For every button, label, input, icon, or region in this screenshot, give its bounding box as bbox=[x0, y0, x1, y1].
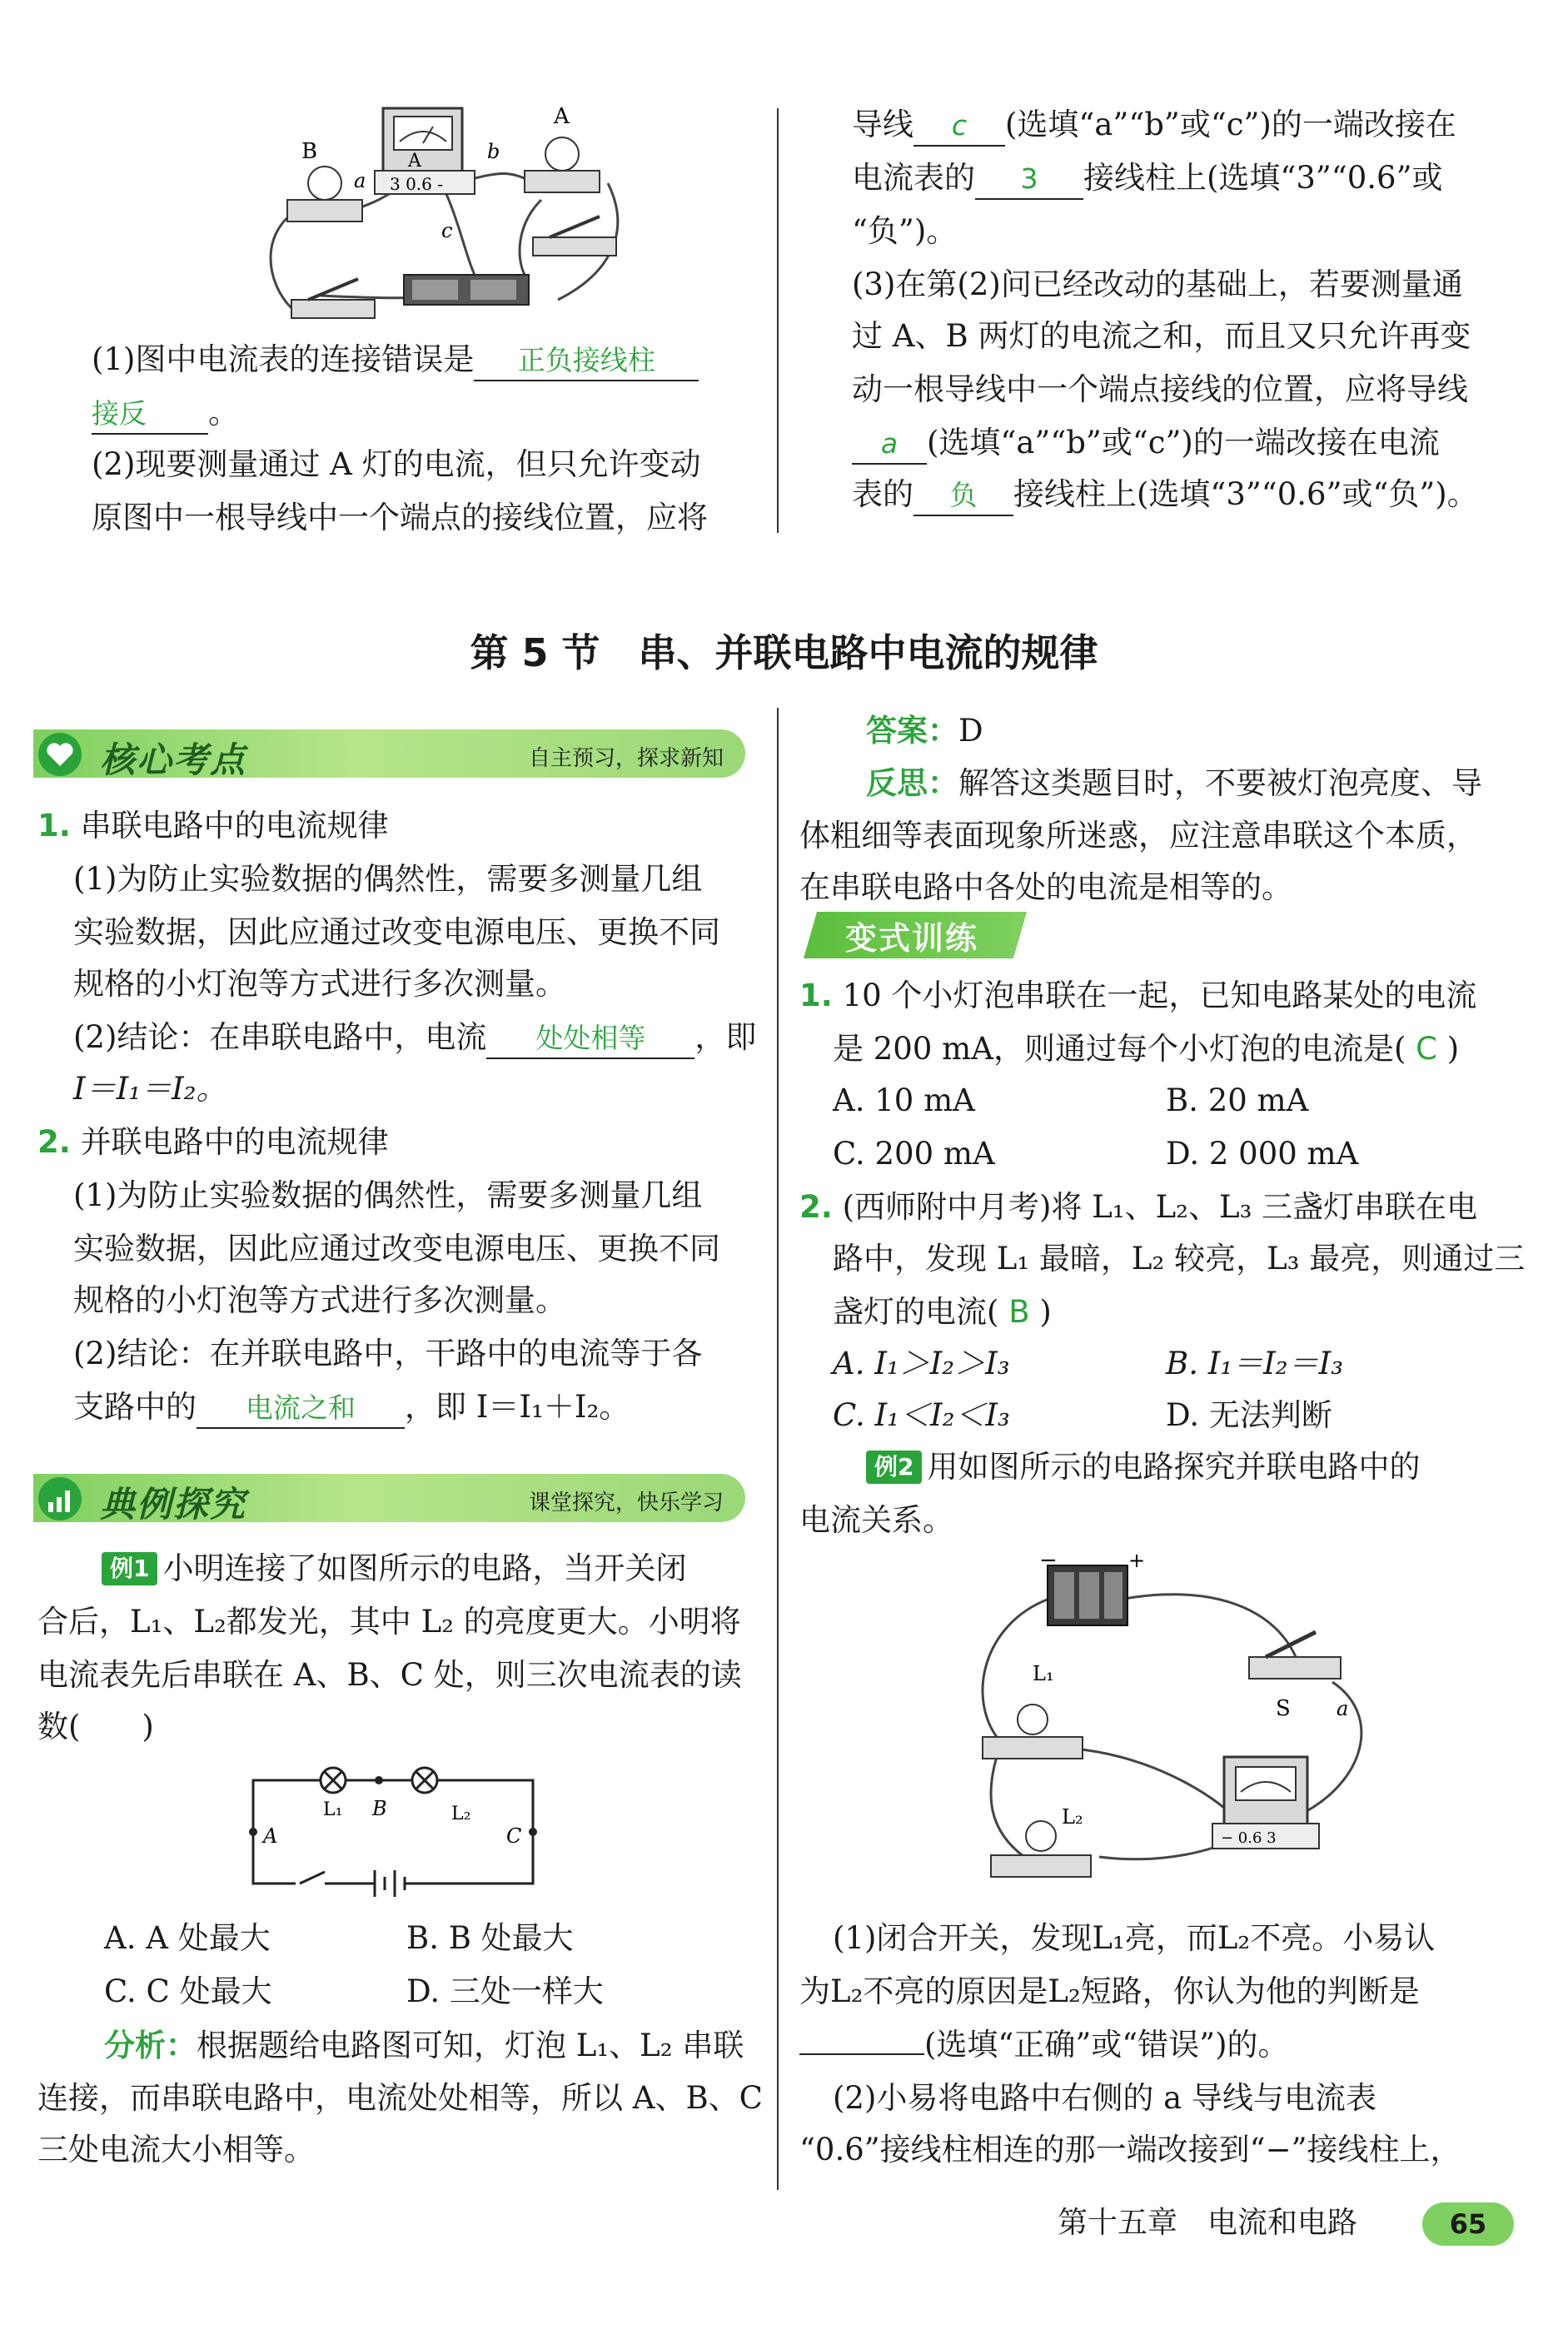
column-divider-top bbox=[777, 108, 779, 533]
lamp-a-label: A bbox=[554, 104, 570, 129]
column-divider-main bbox=[777, 708, 779, 2190]
meter-a-label: A bbox=[408, 151, 421, 172]
variant1-answer: C bbox=[1416, 1031, 1437, 1067]
variant2-option-b: B. I₁＝I₂＝I₃ bbox=[1166, 1346, 1344, 1381]
core-item2-p2-l1: (2)结论：在并联电路中，干路中的电流等于各 bbox=[73, 1336, 703, 1371]
example1-line4: 数( ) bbox=[37, 1709, 154, 1744]
example1-label: 例1 bbox=[102, 1552, 157, 1585]
core-item1-p1-l3: 规格的小灯泡等方式进行多次测量。 bbox=[73, 966, 566, 1002]
variant1-line1: 1. 10 个小灯泡串联在一起，已知电路某处的电流 bbox=[799, 978, 1477, 1013]
lamp-l1-pic-label: L₁ bbox=[1033, 1662, 1054, 1685]
wire-c-label: c bbox=[441, 219, 453, 242]
example1-line2: 合后，L₁、L₂都发光，其中 L₂ 的亮度更大。小明将 bbox=[37, 1604, 741, 1640]
core-item1-formula: I＝I₁＝I₂。 bbox=[73, 1071, 227, 1107]
core-item2-p1-l2: 实验数据，因此应通过改变电源电压、更换不同 bbox=[73, 1231, 720, 1267]
answer-value: D bbox=[958, 713, 983, 749]
circuit-diagram-top bbox=[241, 92, 641, 333]
example2-q2-line2: “0.6”接线柱相连的那一端改接到“−”接线柱上， bbox=[799, 2132, 1461, 2167]
analysis-label: 分析： bbox=[104, 2027, 197, 2063]
top-q2-line2: 原图中一根导线中一个端点的接线位置，应将 bbox=[92, 500, 708, 535]
variant1-option-a: A. 10 mA bbox=[833, 1082, 975, 1118]
top-q2-answer2-blank: 3 bbox=[975, 160, 1083, 200]
analysis-line3: 三处电流大小相等。 bbox=[37, 2132, 315, 2167]
answer-line bbox=[866, 704, 983, 758]
top-q3-line1: (3)在第(2)问已经改动的基础上，若要测量通 bbox=[852, 266, 1463, 302]
variant2-line2: 路中，发现 L₁ 最暗，L₂ 较亮，L₃ 最亮，则通过三 bbox=[833, 1241, 1526, 1276]
lamp-l2-label: L₂ bbox=[451, 1804, 471, 1824]
example1-option-c: C. C 处最大 bbox=[104, 1973, 272, 2009]
core-points-subtitle: 自主预习，探求新知 bbox=[528, 746, 724, 771]
example2-line1: 例2 用如图所示的电路探究并联电路中的 bbox=[866, 1441, 1420, 1494]
top-q2-right-line3: “负”)。 bbox=[852, 213, 958, 249]
point-b-label: B bbox=[372, 1797, 387, 1820]
variant2-answer: B bbox=[1008, 1294, 1030, 1330]
example1-option-b: B. B 处最大 bbox=[406, 1920, 574, 1956]
top-q1-line2: 接反 。 bbox=[92, 386, 239, 440]
parallel-circuit-diagram bbox=[949, 1549, 1399, 1899]
core-item1-p1-l1: (1)为防止实验数据的偶然性，需要多测量几组 bbox=[73, 861, 703, 897]
example-banner bbox=[33, 1474, 745, 1525]
top-q1-answer-blank-cont: 接反 bbox=[92, 395, 208, 435]
variant1-line2: 是 200 mA，则通过每个小灯泡的电流是( C ) bbox=[833, 1031, 1460, 1067]
analysis-line1: 分析：根据题给电路图可知，灯泡 L₁、L₂ 串联 bbox=[104, 2027, 744, 2063]
example2-line2: 电流关系。 bbox=[799, 1502, 953, 1538]
battery-plus-label: + bbox=[1128, 1549, 1146, 1572]
top-q1-answer-blank: 正负接线柱 bbox=[474, 341, 699, 381]
top-q2-right-line1: 导线 c (选填“a”“b”或“c”)的一端改接在 bbox=[852, 98, 1456, 152]
example2-label: 例2 bbox=[866, 1451, 922, 1484]
variant1-option-d: D. 2 000 mA bbox=[1166, 1136, 1359, 1172]
lamp-l1-label: L₁ bbox=[323, 1799, 343, 1820]
top-q2-right-line2: 电流表的 3 接线柱上(选填“3”“0.6”或 bbox=[852, 152, 1442, 205]
core-item1-answer-blank: 处处相等 bbox=[486, 1019, 694, 1059]
example-title: 典例探究 bbox=[100, 1484, 247, 1525]
variant2-option-c: C. I₁＜I₂＜I₃ bbox=[833, 1397, 1010, 1433]
variant2-line1: 2. (西师附中月考)将 L₁、L₂、L₃ 三盏灯串联在电 bbox=[799, 1189, 1478, 1225]
wire-a2-label: a bbox=[1337, 1697, 1349, 1720]
top-q3-line4: a (选填“a”“b”或“c”)的一端改接在电流 bbox=[852, 416, 1440, 470]
analysis-line2: 连接，而串联电路中，电流处处相等，所以 A、B、C bbox=[37, 2080, 763, 2116]
top-q2-answer1-blank: c bbox=[913, 107, 1005, 147]
example1-line3: 电流表先后串联在 A、B、C 处，则三次电流表的读 bbox=[37, 1657, 742, 1693]
variant-training-title: 变式训练 bbox=[845, 920, 979, 957]
example2-q1-answer-blank[interactable] bbox=[799, 2053, 924, 2055]
footer-chapter: 第十五章 电流和电路 bbox=[1058, 2206, 1358, 2240]
core-item1-heading: 1. 串联电路中的电流规律 bbox=[37, 808, 389, 844]
battery-minus-label: − bbox=[1039, 1549, 1058, 1573]
top-q3-line3: 动一根导线中一个端点接线的位置，应将导线 bbox=[852, 371, 1468, 407]
variant1-option-c: C. 200 mA bbox=[833, 1136, 995, 1172]
core-points-title: 核心考点 bbox=[100, 739, 247, 780]
core-item1-p1-l2: 实验数据，因此应通过改变电源电压、更换不同 bbox=[73, 914, 720, 950]
section-title: 第 5 节 串、并联电路中电流的规律 bbox=[470, 630, 1098, 675]
top-q3-line2: 过 A、B 两灯的电流之和，而且又只允许再变 bbox=[852, 318, 1471, 354]
example1-option-a: A. A 处最大 bbox=[104, 1920, 271, 1956]
meter-scale-text: 3 0.6 - bbox=[390, 174, 444, 194]
core-item2-p1-l1: (1)为防止实验数据的偶然性，需要多测量几组 bbox=[73, 1177, 703, 1213]
point-c-label: C bbox=[506, 1824, 522, 1848]
top-q1-line1: (1)图中电流表的连接错误是 正负接线柱 bbox=[92, 333, 758, 386]
core-item1-p2: (2)结论：在串联电路中，电流 处处相等 ，即 bbox=[73, 1011, 756, 1064]
series-circuit-diagram bbox=[241, 1757, 558, 1899]
switch-s-label: S bbox=[1276, 1696, 1291, 1721]
reflect-label: 反思： bbox=[866, 764, 958, 801]
core-item2-p2-l2: 支路中的 电流之和 ，即 I＝I₁＋I₂。 bbox=[73, 1381, 630, 1434]
ammeter-scale-text: − 0.6 3 bbox=[1221, 1829, 1277, 1847]
top-q3-line5: 表的 负 接线柱上(选填“3”“0.6”或“负”)。 bbox=[852, 468, 1478, 521]
top-q3-answer2-blank: 负 bbox=[913, 476, 1013, 516]
variant2-line3: 盏灯的电流( B ) bbox=[833, 1294, 1052, 1330]
lamp-l2-pic-label: L₂ bbox=[1062, 1805, 1083, 1829]
core-item2-heading: 2. 并联电路中的电流规律 bbox=[37, 1124, 389, 1160]
example-subtitle: 课堂探究，快乐学习 bbox=[528, 1490, 724, 1515]
reflect-line1: 反思：解答这类题目时，不要被灯泡亮度、导 bbox=[866, 764, 1482, 801]
core-item2-answer-blank: 电流之和 bbox=[197, 1389, 405, 1429]
answer-label: 答案： bbox=[866, 712, 958, 749]
heart-icon bbox=[38, 733, 82, 776]
chart-icon bbox=[38, 1477, 82, 1520]
example2-q2-line1: (2)小易将电路中右侧的 a 导线与电流表 bbox=[833, 2080, 1376, 2116]
wire-b-label: b bbox=[487, 140, 500, 163]
lamp-b-label: B bbox=[301, 139, 318, 164]
example2-q1-line3: (选填“正确”或“错误”)的。 bbox=[799, 2018, 1289, 2072]
core-item2-p1-l3: 规格的小灯泡等方式进行多次测量。 bbox=[73, 1282, 566, 1318]
top-q3-answer1-blank: a bbox=[852, 425, 927, 465]
variant2-option-d: D. 无法判断 bbox=[1166, 1397, 1332, 1433]
variant2-option-a: A. I₁＞I₂＞I₃ bbox=[833, 1346, 1010, 1381]
reflect-line3: 在串联电路中各处的电流是相等的。 bbox=[799, 869, 1292, 905]
variant1-option-b: B. 20 mA bbox=[1166, 1082, 1309, 1118]
top-q2-line1: (2)现要测量通过 A 灯的电流，但只允许变动 bbox=[92, 446, 701, 482]
example2-q1-line2: 为L₂不亮的原因是L₂短路，你认为他的判断是 bbox=[799, 1973, 1420, 2009]
point-a-label: A bbox=[263, 1824, 278, 1848]
example1-option-d: D. 三处一样大 bbox=[406, 1973, 604, 2009]
wire-a-label: a bbox=[354, 169, 366, 192]
example1-line1: 例1 小明连接了如图所示的电路，当开关闭 bbox=[102, 1542, 686, 1595]
core-points-banner bbox=[33, 729, 745, 778]
example2-q1-line1: (1)闭合开关，发现L₁亮，而L₂不亮。小易认 bbox=[833, 1920, 1436, 1956]
reflect-line2: 体粗细等表面现象所迷惑，应注意串联这个本质， bbox=[799, 818, 1477, 853]
page-number: 65 bbox=[1422, 2202, 1514, 2246]
